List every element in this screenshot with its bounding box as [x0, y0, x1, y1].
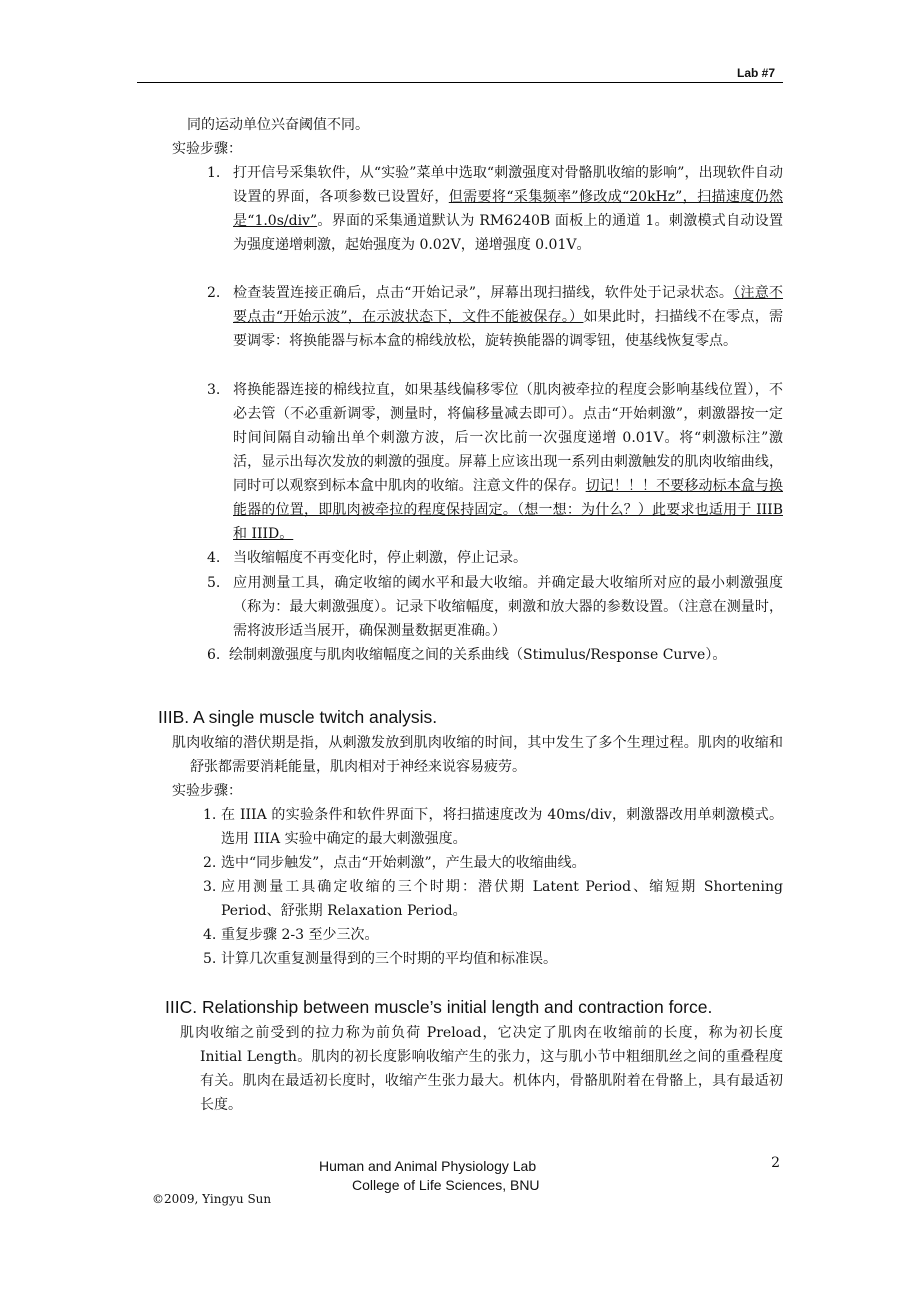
step-b-5 [221, 947, 783, 971]
step-a-5-text: 应用测量工具，确定收缩的阈水平和最大收缩。并确定最大收缩所对应的最小刺激强度（称为：最大刺激强度）。记录下收缩幅度，刺激和放大器的参数设置。（注意在测量时，需将波形适当展开，确保测量数据更准确。） [233, 575, 783, 639]
step-b-3 [221, 875, 783, 923]
section-c-heading: IIIC. Relationship between muscle’s initial length and contraction force. [165, 997, 713, 1017]
section-b-paragraph [172, 731, 783, 779]
step-b-2 [221, 851, 783, 875]
section-c-paragraph [180, 1021, 783, 1117]
step-a-2-num: 2. [207, 285, 221, 301]
step-a-4-num: 4. [207, 550, 221, 566]
step-b-2-num: 2. [203, 855, 217, 871]
header-lab-label: Lab #7 [736, 66, 775, 80]
step-b-1-text: 在 IIIA 的实验条件和软件界面下，将扫描速度改为 40ms/div，刺激器改用单刺激模式。选用 IIIA 实验中确定的最大刺激强度。 [221, 807, 783, 847]
copyright: ©2009, Yingyu Sun [152, 1192, 272, 1206]
step-b-4 [221, 923, 783, 947]
step-a-3-underlined: 切记！！！不要移动标本盒与换能器的位置，即肌肉被牵拉的程度保持固定。（想一想：为什么？）此要求也适用于 IIIB 和 IIID。 [233, 478, 784, 542]
section-c-paragraph-text: 肌肉收缩之前受到的拉力称为前负荷 Preload，它决定了肌肉在收缩前的长度，称为初长度 Initial Length。肌肉的初长度影响收缩产生的张力，这与肌小节中粗细肌丝之间的重叠程度有关。肌肉在最适初长度时，收缩产生张力最大。机体内，骨骼肌附着在骨骼上，具有最适初长度。 [180, 1025, 783, 1113]
step-a-1-underlined: 但需要将“采集频率”修改成“20kHz”，扫描速度仍然是“1.0s/div” [233, 189, 783, 229]
step-a-2 [233, 281, 783, 353]
step-a-2-underlined: （注意不要点击“开始示波”，在示波状态下，文件不能被保存。） [233, 285, 784, 325]
step-a-6-num: 6. [207, 647, 221, 663]
step-a-5 [233, 571, 783, 643]
step-a-1-text: 打开信号采集软件，从“实验”菜单中选取“刺激强度对骨骼肌收缩的影响”，出现软件自动设置的界面，各项参数已设置好， [233, 165, 783, 205]
step-a-4 [233, 546, 783, 570]
intro-continuation: 同的运动单位兴奋阈值不同。 [187, 117, 369, 133]
step-a-2-text: 检查装置连接正确后，点击“开始记录”，屏幕出现扫描线，软件处于记录状态。 [233, 285, 734, 301]
step-b-5-text: 计算几次重复测量得到的三个时期的平均值和标准误。 [221, 951, 557, 967]
step-a-1-num: 1. [207, 165, 221, 181]
step-a-4-text: 当收缩幅度不再变化时，停止刺激，停止记录。 [233, 550, 527, 566]
footer-lab-name: Human and Animal Physiology Lab [319, 1158, 537, 1174]
steps-label-b: 实验步骤： [172, 783, 242, 799]
step-b-4-text: 重复步骤 2-3 至少三次。 [221, 927, 379, 943]
step-a-3-text: 将换能器连接的棉线拉直，如果基线偏移零位（肌肉被牵拉的程度会影响基线位置），不必去管（不必重新调零，测量时，将偏移量减去即可）。点击“开始刺激”，刺激器按一定时间间隔自动输出单个刺激方波，后一次比前一次强度递增 0.01V。将“刺激标注”激活，显示出每次发放的刺激的强度。屏幕上应该出现一系列由刺激触发的肌肉收缩曲线，同时可以观察到标本盒中肌肉的收缩。注意文件的保存。 [233, 382, 783, 494]
step-a-6-text: 绘制刺激强度与肌肉收缩幅度之间的关系曲线（Stimulus/Response Curve）。 [229, 647, 727, 663]
step-b-3-num: 3. [203, 879, 217, 895]
step-a-2-text-2: 如果此时，扫描线不在零点，需要调零：将换能器与标本盒的棉线放松，旋转换能器的调零钮，使基线恢复零点。 [233, 309, 783, 349]
step-a-6 [229, 643, 783, 667]
step-b-1-num: 1. [203, 807, 217, 823]
section-b-heading: IIIB. A single muscle twitch analysis. [158, 707, 438, 727]
step-b-1 [221, 803, 783, 851]
step-a-1-text-2: 。界面的采集通道默认为 RM6240B 面板上的通道 1。刺激模式自动设置为强度递增刺激，起始强度为 0.02V，递增强度 0.01V。 [233, 213, 783, 253]
header-rule [137, 82, 783, 83]
step-b-3-text: 应用测量工具确定收缩的三个时期：潜伏期 Latent Period、缩短期 Shortening Period、舒张期 Relaxation Period。 [221, 879, 783, 919]
step-b-2-text: 选中“同步触发”，点击“开始刺激”，产生最大的收缩曲线。 [221, 855, 586, 871]
section-b-paragraph-text: 肌肉收缩的潜伏期是指，从刺激发放到肌肉收缩的时间，其中发生了多个生理过程。肌肉的收缩和舒张都需要消耗能量，肌肉相对于神经来说容易疲劳。 [172, 735, 783, 775]
step-a-3 [233, 378, 783, 546]
step-a-3-num: 3. [207, 382, 221, 398]
steps-label-a: 实验步骤： [172, 141, 242, 157]
step-a-1 [233, 161, 783, 257]
step-b-5-num: 5. [203, 951, 217, 967]
step-b-4-num: 4. [203, 927, 217, 943]
footer-college: College of Life Sciences, BNU [352, 1177, 540, 1193]
page-number: 2 [771, 1155, 780, 1171]
step-a-5-num: 5. [207, 575, 221, 591]
